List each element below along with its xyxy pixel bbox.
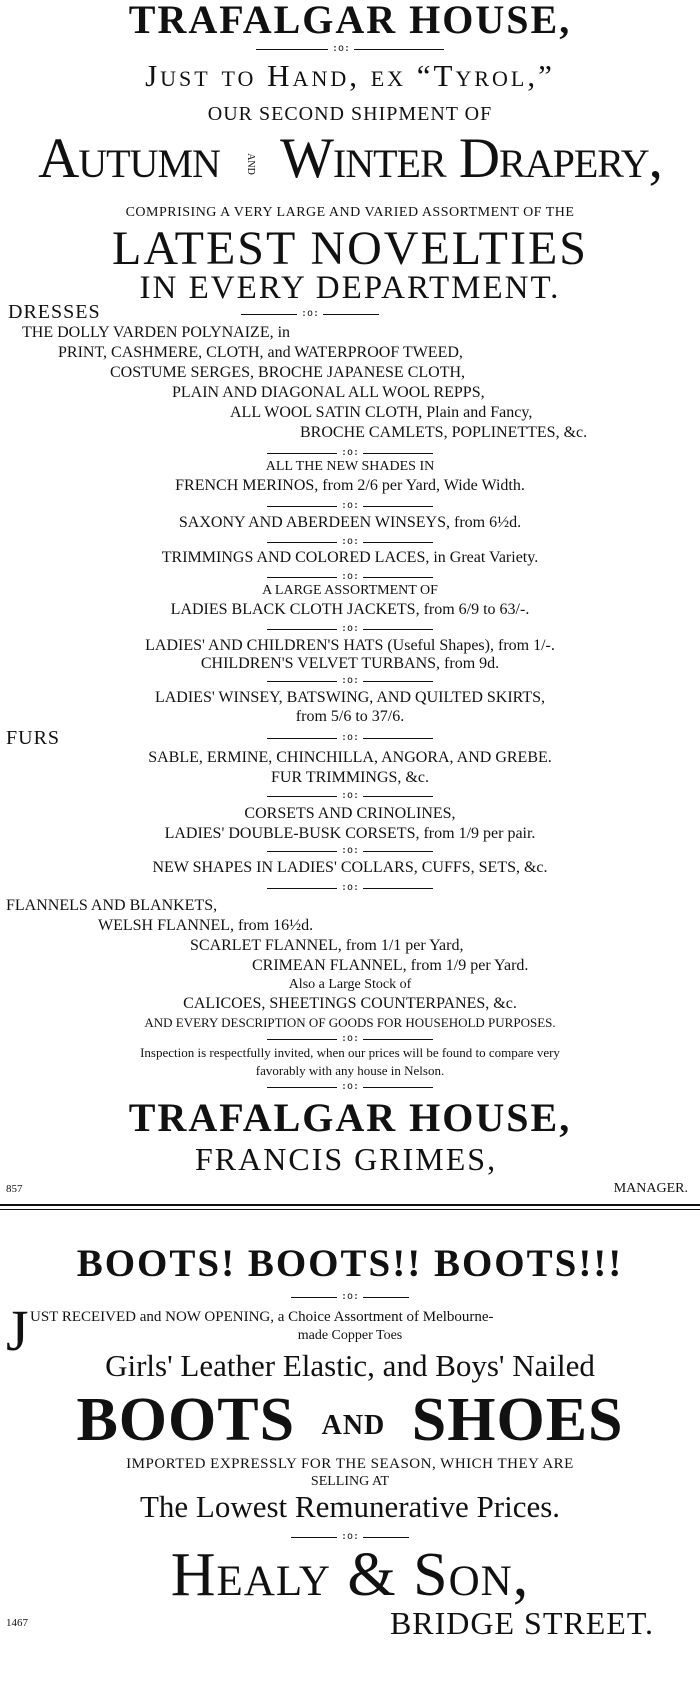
calicoes-line: CALICOES, SHEETINGS COUNTERPANES, &c. [183,995,517,1012]
shoes-word: SHOES [411,1386,624,1454]
flannels-line-1: FLANNELS AND BLANKETS, [6,897,218,914]
separator-1: :o: [0,44,700,55]
autumn-word: Autumn [38,127,220,190]
skirts-line: LADIES' WINSEY, BATSWING, AND QUILTED SKIRTS, [154,689,546,706]
latest-novelties-title: LATEST NOVELTIES [112,222,588,275]
separator-boots: :o: [0,1292,700,1303]
separator-10: :o: [0,846,700,857]
imported-line-2: SELLING AT [310,1474,390,1489]
collars-line: NEW SHAPES IN LADIES' COLLARS, CUFFS, SETS, &c. [152,859,548,876]
boots-word: BOOTS [76,1386,296,1454]
boots-and-shoes-title [0,1386,700,1454]
merinos-intro: ALL THE NEW SHADES IN [265,459,435,474]
dresses-line-3: COSTUME SERGES, BROCHE JAPANESE CLOTH, [110,364,466,381]
separator-9: :o: [0,791,700,802]
dresses-heading: DRESSES [8,301,101,323]
second-shipment-line: OUR SECOND SHIPMENT OF [207,103,493,125]
furs-line-2: FUR TRIMMINGS, &c. [271,769,429,786]
inspection-line-1: Inspection is respectfully invited, when our prices will be found to compare very [140,1045,560,1060]
flannels-line-4: CRIMEAN FLANNEL, from 1/9 per Yard. [252,957,529,974]
hats-line: LADIES' AND CHILDREN'S HATS (Useful Shapes), from 1/-. [145,637,555,654]
separator-prices: :o: [0,1532,700,1543]
intro-line-1: UST RECEIVED and NOW OPENING, a Choice Assortment of Melbourne- [30,1309,494,1325]
separator-8: :o: [0,733,700,744]
flannels-line-2: WELSH FLANNEL, from 16½d. [98,917,314,934]
healy-son-advertisement [0,1244,700,1682]
drop-cap-j: J [6,1298,29,1363]
furs-heading: FURS [6,727,61,749]
separator-6: :o: [0,624,700,635]
francis-grimes-line: FRANCIS GRIMES, [195,1141,498,1177]
bridge-street-line: BRIDGE STREET. [389,1605,654,1641]
lowest-prices-line: The Lowest Remunerative Prices. [139,1489,561,1524]
and-vertical-word: AND [244,153,256,175]
inspection-line-2: favorably with any house in Nelson. [255,1063,445,1078]
separator-13: :o: [0,1082,700,1093]
dresses-line-6: BROCHE CAMLETS, POPLINETTES, &c. [300,424,588,441]
dresses-line-5: ALL WOOL SATIN CLOTH, Plain and Fancy, [230,404,533,421]
furs-line-1: SABLE, ERMINE, CHINCHILLA, ANGORA, AND GREBE. [148,749,552,766]
trafalgar-house-title-bottom: TRAFALGAR HOUSE, [128,1095,572,1140]
ad-number-1467: 1467 [6,1617,28,1629]
stock-line: Also a Large Stock of [288,977,412,992]
corsets-line-1: CORSETS AND CRINOLINES, [244,805,456,822]
autumn-winter-drapery-title [0,127,700,190]
and-word: AND [321,1409,386,1441]
intro-line-2: made Copper Toes [297,1328,403,1343]
section-divider-bottom [0,1209,700,1210]
winseys-line: SAXONY AND ABERDEEN WINSEYS, from 6½d. [178,514,522,531]
boots-title: BOOTS! BOOTS!! BOOTS!!! [76,1242,624,1285]
corsets-line-2: LADIES' DOUBLE-BUSK CORSETS, from 1/9 per pair. [164,825,536,842]
trafalgar-house-title-top: TRAFALGAR HOUSE, [128,0,572,42]
every-department-line: IN EVERY DEPARTMENT. [139,270,561,306]
trimmings-line: TRIMMINGS AND COLORED LACES, in Great Variety. [161,549,539,566]
just-to-hand-line: Just to Hand, ex “Tyrol,” [145,58,555,93]
separator-11: :o: [0,883,700,894]
skirts-price-line: from 5/6 to 37/6. [295,708,405,725]
imported-line-1: IMPORTED EXPRESSLY FOR THE SEASON, WHICH THEY ARE [126,1456,574,1472]
section-divider-top [0,1204,700,1206]
household-line: AND EVERY DESCRIPTION OF GOODS FOR HOUSEHOLD PURPOSES. [144,1015,556,1030]
dresses-line-2: PRINT, CASHMERE, CLOTH, and WATERPROOF TWEED, [58,344,463,361]
separator-5: :o: [0,572,700,583]
separator-2: :o: [0,448,700,459]
separator-12: :o: [0,1034,700,1045]
comprising-line: COMPRISING A VERY LARGE AND VARIED ASSORTMENT OF THE [125,205,575,220]
manager-label: MANAGER. [613,1181,688,1196]
separator-7: :o: [0,676,700,687]
ad-number-857: 857 [6,1183,23,1195]
merinos-line: FRENCH MERINOS, from 2/6 per Yard, Wide Width. [175,477,525,494]
dresses-line-4: PLAIN AND DIAGONAL ALL WOOL REPPS, [172,384,485,401]
separator-dresses: :o: [220,309,400,320]
separator-4: :o: [0,537,700,548]
flannels-line-3: SCARLET FLANNEL, from 1/1 per Yard, [190,937,464,954]
dresses-line-1: THE DOLLY VARDEN POLYNAIZE, in [22,324,291,341]
separator-3: :o: [0,501,700,512]
girls-boys-line: Girls' Leather Elastic, and Boys' Nailed [105,1348,595,1383]
winter-drapery-word: Winter Drapery, [280,127,662,190]
turbans-line: CHILDREN'S VELVET TURBANS, from 9d. [200,655,500,672]
jackets-line: LADIES BLACK CLOTH JACKETS, from 6/9 to 63/-. [170,601,530,618]
healy-son-title: Healy & Son, [170,1541,530,1609]
jackets-intro: A LARGE ASSORTMENT OF [262,583,438,598]
